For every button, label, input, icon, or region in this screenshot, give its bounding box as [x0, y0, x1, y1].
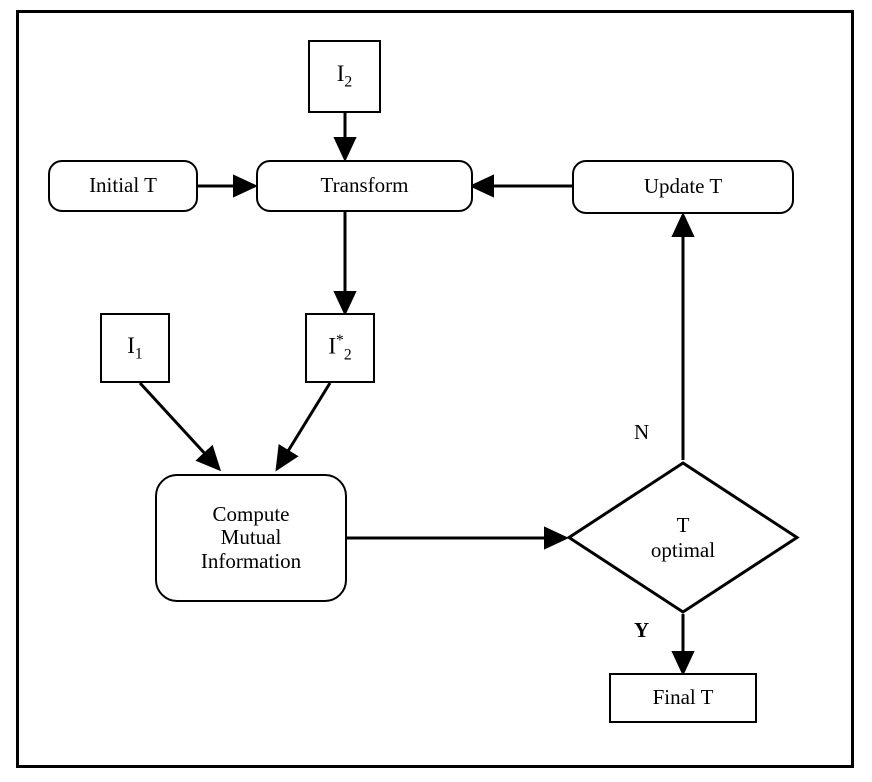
node-update-t [572, 160, 794, 214]
node-transform [256, 160, 473, 212]
node-i2-label: $I_2$ [336, 61, 353, 92]
node-i1-label: $I_1$ [127, 332, 143, 363]
node-i2-star [305, 313, 375, 383]
node-decision-label [566, 460, 800, 615]
node-transform-label: Transform [320, 173, 409, 198]
node-decision-t-optimal [566, 460, 800, 615]
node-decision-line2: optimal [650, 537, 716, 562]
node-update-t-label: Update T [643, 174, 723, 199]
node-i2-star-label: $I^*_2$ [328, 332, 352, 364]
node-compute-mi-line3: Information [200, 548, 302, 573]
node-compute-mi-line2: Mutual [220, 525, 282, 550]
node-initial-t [48, 160, 198, 212]
node-i1 [100, 313, 170, 383]
figure-frame [16, 10, 854, 768]
node-compute-mutual-information [155, 474, 347, 602]
edge-label-no: N [634, 420, 650, 444]
node-initial-t-label: Initial T [89, 173, 157, 198]
node-compute-mi-line1: Compute [212, 501, 290, 526]
node-final-t-label: Final T [652, 685, 714, 710]
node-i2 [308, 40, 381, 113]
node-final-t [609, 673, 757, 723]
edge-label-yes: Y [634, 618, 650, 642]
node-decision-line1: T [676, 513, 690, 538]
